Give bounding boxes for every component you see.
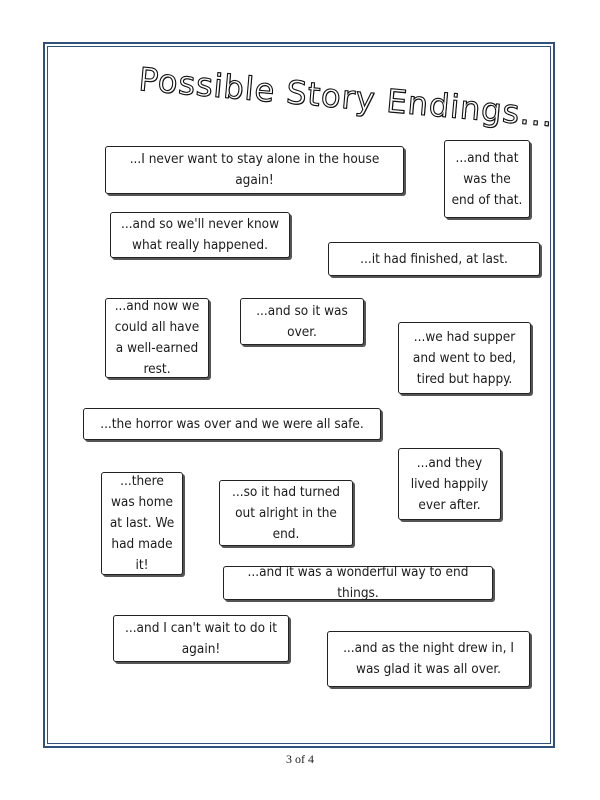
ending-box-7 (398, 322, 531, 394)
ending-text: ...so it had turned out alright in the end. (232, 483, 340, 542)
ending-box-1 (105, 146, 404, 194)
ending-box-4 (328, 242, 540, 276)
ending-text: ...there was home at last. We had made it! (109, 473, 175, 573)
ending-text: ...we had supper and went to bed, tired but happy. (412, 328, 517, 387)
ending-text: ...and now we could all have a well-earned rest. (114, 298, 200, 377)
ending-text: ...and so it was over. (256, 302, 348, 340)
ending-text: ...and they lived happily ever after. (410, 454, 489, 513)
ending-text: ...and so we'll never know what really happened. (120, 216, 280, 253)
ending-box-8 (83, 408, 381, 440)
ending-text: ...and that was the end of that. (451, 149, 523, 208)
ending-box-5 (105, 298, 209, 378)
ending-text: ...and it was a wonderful way to end things. (247, 564, 469, 601)
page-number: 3 of 4 (286, 752, 314, 766)
ending-text: ...and as the night drew in, I was glad it was all over. (343, 640, 514, 677)
ending-box-13 (113, 615, 289, 662)
ending-text: ...and I can't wait to do it again! (124, 619, 278, 657)
ending-text: ...the horror was over and we were all safe. (100, 415, 364, 432)
ending-box-10 (219, 480, 353, 546)
ending-box-2 (444, 140, 530, 218)
ending-box-6 (240, 298, 364, 345)
worksheet-title: Possible Story Endings... (137, 60, 556, 135)
ending-box-9 (101, 472, 183, 575)
ending-box-14 (327, 631, 530, 687)
ending-box-11 (398, 448, 501, 520)
ending-text: ...it had finished, at last. (360, 250, 508, 267)
ending-text: ...I never want to stay alone in the house again! (129, 151, 380, 188)
ending-box-12 (223, 566, 493, 600)
ending-box-3 (110, 212, 290, 258)
